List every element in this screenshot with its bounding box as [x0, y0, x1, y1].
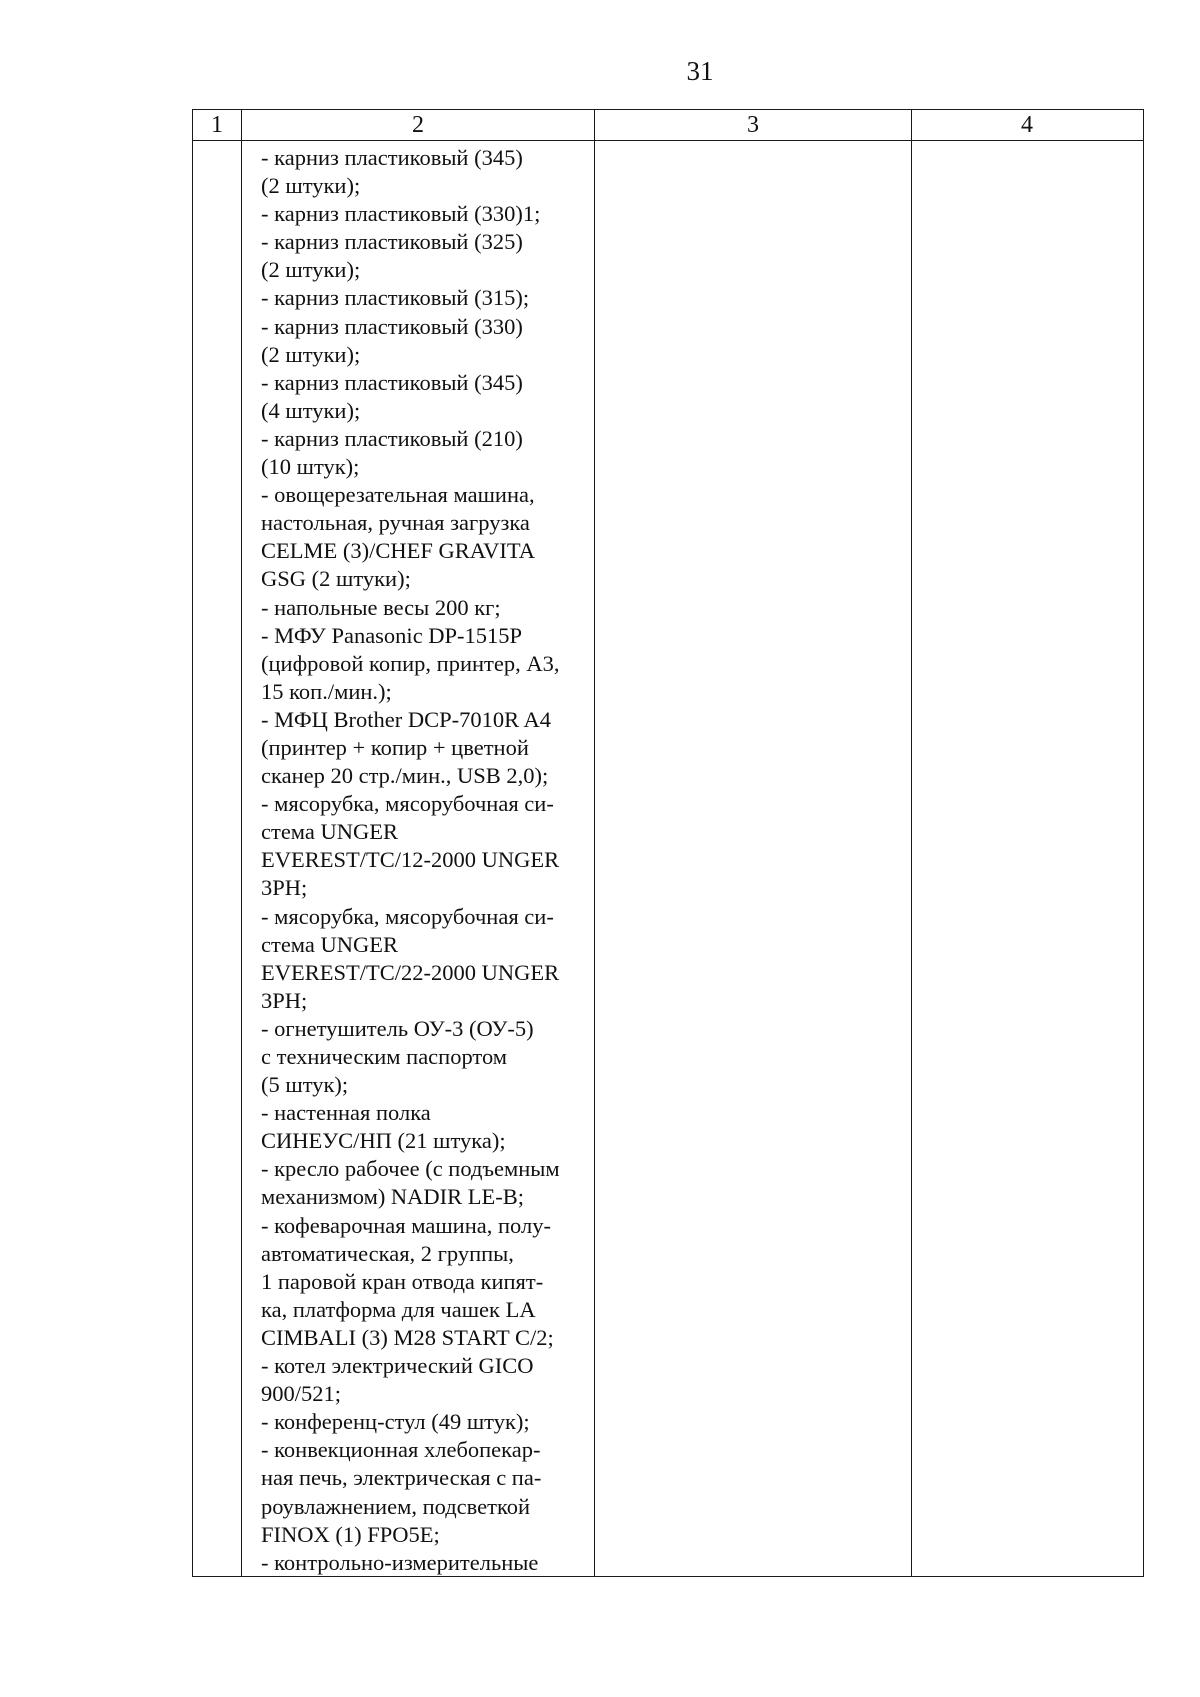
- equipment-list-line: автоматическая, 2 группы,: [261, 1240, 514, 1266]
- equipment-list-line: - напольные весы 200 кг;: [261, 594, 501, 620]
- equipment-list-line: - карниз пластиковый (315);: [261, 285, 530, 311]
- column-header-1: 1: [211, 112, 223, 138]
- equipment-list-line: CELME (3)/CHEF GRAVITA: [261, 538, 536, 564]
- equipment-list-line: - карниз пластиковый (345): [261, 369, 523, 395]
- header-divider: [193, 140, 1143, 141]
- column-header-4: 4: [1021, 112, 1033, 138]
- equipment-list-line: с техническим паспортом: [261, 1044, 508, 1069]
- equipment-list-line: роувлажнением, подсветкой: [261, 1493, 531, 1519]
- equipment-list-line: - МФУ Panasonic DP-1515P: [261, 622, 523, 648]
- equipment-list-line: GSG (2 штуки);: [261, 566, 411, 592]
- equipment-list-line: - конвекционная хлебопекар-: [261, 1437, 541, 1463]
- equipment-list-line: 3PH;: [261, 987, 308, 1013]
- column-header-2: 2: [412, 112, 424, 138]
- equipment-list-line: механизмом) NADIR LE-B;: [261, 1184, 525, 1210]
- equipment-list-line: - мясорубка, мясорубочная си-: [261, 903, 554, 929]
- equipment-list-line: - карниз пластиковый (210): [261, 425, 523, 451]
- column-divider: [911, 110, 912, 1576]
- equipment-list-line: (цифровой копир, принтер, A3,: [261, 650, 560, 676]
- equipment-list-line: стема UNGER: [261, 819, 398, 845]
- equipment-list-line: 900/521;: [261, 1381, 342, 1407]
- equipment-list-line: - мясорубка, мясорубочная си-: [261, 791, 554, 817]
- equipment-list-line: - настенная полка: [261, 1100, 431, 1126]
- equipment-list-line: - карниз пластиковый (345): [261, 145, 523, 170]
- column-divider: [594, 110, 595, 1576]
- equipment-list-line: - овощерезательная машина,: [261, 482, 535, 508]
- equipment-list-line: (принтер + копир + цветной: [261, 734, 529, 760]
- equipment-list-line: (4 штуки);: [261, 397, 361, 423]
- equipment-list-line: (5 штук);: [261, 1072, 349, 1098]
- equipment-list-line: - кресло рабочее (с подъемным: [261, 1156, 560, 1182]
- column-header-3: 3: [747, 112, 759, 138]
- equipment-list-line: - котел электрический GICO: [261, 1353, 534, 1379]
- equipment-list-line: - кофеварочная машина, полу-: [261, 1212, 551, 1238]
- equipment-list-line: FINOX (1) FPO5E;: [261, 1521, 440, 1547]
- equipment-list-line: (2 штуки);: [261, 341, 361, 367]
- equipment-list-line: - карниз пластиковый (325): [261, 229, 523, 255]
- equipment-list-line: (2 штуки);: [261, 173, 361, 199]
- column-divider: [241, 110, 242, 1576]
- equipment-list-line: - конференц-стул (49 штук);: [261, 1409, 530, 1435]
- equipment-list-line: - карниз пластиковый (330)1;: [261, 201, 541, 227]
- equipment-list-line: CIMBALI (3) M28 START C/2;: [261, 1324, 554, 1350]
- equipment-list-line: (2 штуки);: [261, 257, 361, 283]
- page-number: 31: [686, 56, 714, 86]
- equipment-list-line: настольная, ручная загрузка: [261, 510, 530, 536]
- equipment-list-line: - контрольно-измерительные: [261, 1549, 539, 1575]
- equipment-list-line: сканер 20 стр./мин., USB 2,0);: [261, 763, 549, 789]
- equipment-list-line: - карниз пластиковый (330): [261, 313, 523, 339]
- equipment-list-line: 15 коп./мин.);: [261, 678, 392, 704]
- equipment-list-line: СИНЕУС/НП (21 штука);: [261, 1128, 506, 1154]
- equipment-list-line: 1 паровой кран отвода кипят-: [261, 1268, 544, 1294]
- equipment-list-line: 3PH;: [261, 875, 308, 901]
- equipment-list-line: стема UNGER: [261, 931, 398, 957]
- equipment-list-line: (10 штук);: [261, 454, 360, 480]
- inventory-table: [192, 109, 1144, 1577]
- equipment-list-line: EVEREST/TC/12-2000 UNGER: [261, 847, 560, 873]
- equipment-list-cell: [261, 144, 591, 1577]
- equipment-list-line: ка, платформа для чашек LA: [261, 1296, 536, 1322]
- equipment-list-line: ная печь, электрическая с па-: [261, 1465, 542, 1491]
- equipment-list-line: - огнетушитель ОУ-3 (ОУ-5): [261, 1015, 534, 1041]
- equipment-list-line: EVEREST/TC/22-2000 UNGER: [261, 959, 560, 985]
- equipment-list-line: - МФЦ Brother DCP-7010R A4: [261, 706, 551, 732]
